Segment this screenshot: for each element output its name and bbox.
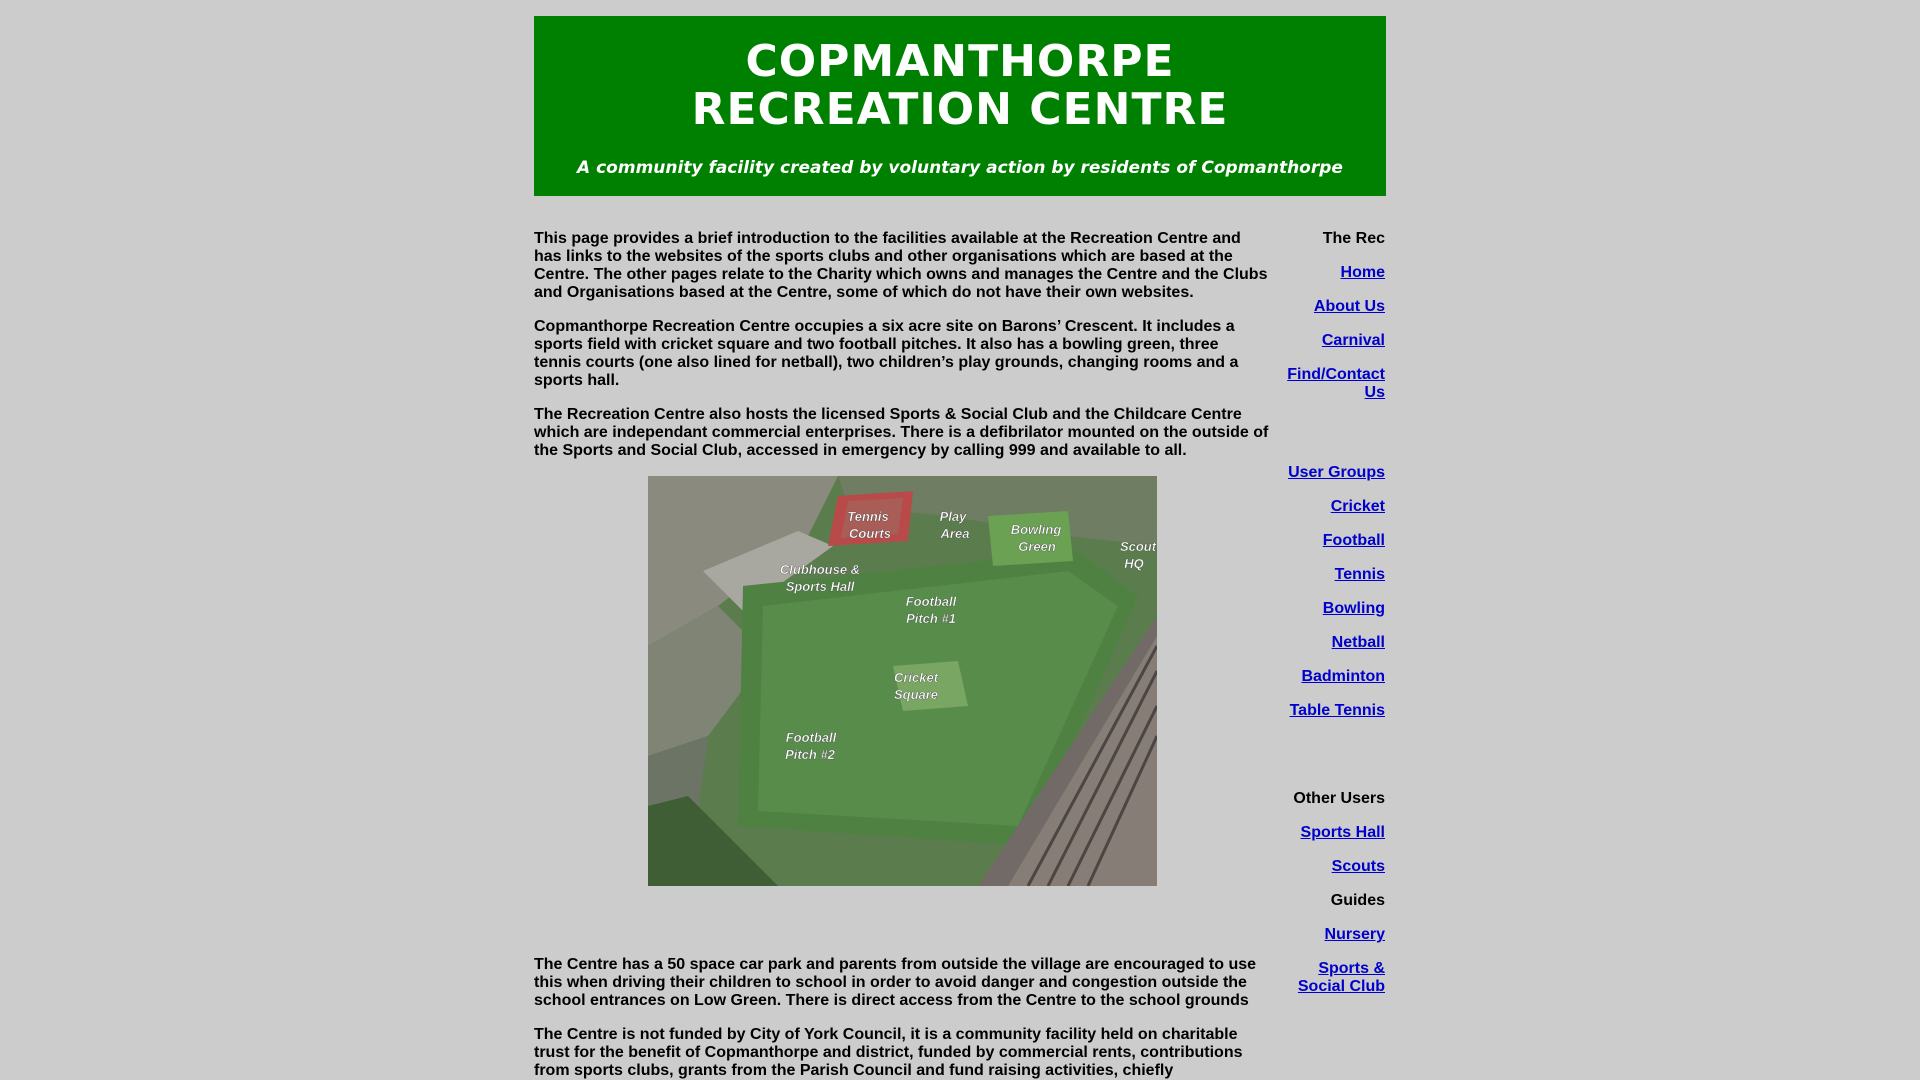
- sidebar-spacer: [1270, 418, 1385, 464]
- sidebar-link-badminton[interactable]: Badminton: [1301, 668, 1385, 685]
- site-title-line1: COPMANTHORPE: [745, 36, 1175, 87]
- map-label-clubhouse-2: Sports Hall: [785, 579, 854, 594]
- sidebar-link-sports-hall[interactable]: Sports Hall: [1300, 824, 1385, 841]
- sidebar-link-nursery[interactable]: Nursery: [1324, 926, 1385, 943]
- map-label-cricket: Cricket: [893, 670, 938, 685]
- sidebar-link-sports-social-club[interactable]: Sports & Social Club: [1297, 960, 1385, 995]
- map-label-tennis: Tennis: [846, 509, 889, 524]
- site-banner: [534, 16, 1386, 196]
- map-label-football1-2: Pitch #1: [905, 611, 956, 626]
- sidebar-heading-other-users: Other Users: [1293, 790, 1385, 807]
- funding-paragraph: The Centre is not funded by City of York Council, it is a community facility held on charitable trust for the benefit of Copmanthorpe and district, funded by commercial rents, contributions from sports clubs, grants from the Parish Council and fund raising activities, chiefly: [534, 1026, 1243, 1079]
- aerial-site-map: [648, 476, 1157, 886]
- sidebar-link-bowling[interactable]: Bowling: [1322, 600, 1385, 617]
- map-label-bowling: Bowling: [1010, 522, 1061, 537]
- sidebar-link-user-groups[interactable]: User Groups: [1288, 464, 1385, 481]
- site-subtitle: A community facility created by voluntary action by residents of Copmanthorpe: [577, 158, 1343, 178]
- sidebar-heading-the-rec: The Rec: [1322, 230, 1385, 247]
- map-label-cricket-2: Square: [893, 687, 938, 702]
- sidebar-link-tennis[interactable]: Tennis: [1334, 566, 1385, 583]
- club-paragraph: The Recreation Centre also hosts the licensed Sports & Social Club and the Childcare Centre which are independant commercial enterprises. There is a defibrilator mounted on the outside of the Sports and Social Club, accessed in emergency by calling 999 and available to all.: [534, 406, 1269, 459]
- sidebar-link-scouts[interactable]: Scouts: [1331, 858, 1385, 875]
- sidebar-link-carnival[interactable]: Carnival: [1321, 332, 1385, 349]
- intro-paragraph: This page provides a brief introduction to the facilities available at the Recreation Centre and has links to the websites of the sports clubs and other organisations which are based at the Centre. The other pages relate to the Charity which owns and manages the Centre and the Clubs and Organisations based at the Centre, some of which do not have their own websites.: [534, 230, 1268, 301]
- sidebar-link-cricket[interactable]: Cricket: [1330, 498, 1385, 515]
- sidebar-link-home[interactable]: Home: [1340, 264, 1385, 281]
- sidebar-link-find-contact[interactable]: Find/Contact Us: [1287, 366, 1385, 401]
- map-label-bowling-2: Green: [1017, 539, 1056, 554]
- map-label-football2-2: Pitch #2: [784, 747, 835, 762]
- map-label-clubhouse: Clubhouse &: [779, 562, 860, 577]
- sidebar-link-table-tennis[interactable]: Table Tennis: [1289, 702, 1385, 719]
- sidebar-label-guides: Guides: [1330, 892, 1385, 909]
- map-label-football1: Football: [905, 594, 956, 609]
- sidebar-spacer-2: [1270, 736, 1385, 790]
- map-label-football2: Football: [785, 730, 836, 745]
- main-content: [534, 230, 1270, 1080]
- map-label-tennis-2: Courts: [848, 526, 891, 541]
- site-title: [534, 38, 1386, 134]
- facilities-paragraph: Copmanthorpe Recreation Centre occupies a six acre site on Barons’ Crescent. It includes a sports field with cricket square and two football pitches. It also has a bowling green, three tennis courts (one also lined for netball), two children’s play grounds, changing rooms and a sports hall.: [534, 318, 1239, 389]
- map-label-play: Play: [939, 509, 966, 524]
- map-label-scout-2: HQ: [1123, 556, 1144, 571]
- map-label-scout: Scout: [1119, 539, 1156, 554]
- sidebar-nav: [1270, 230, 1385, 1012]
- sidebar-link-netball[interactable]: Netball: [1331, 634, 1385, 651]
- map-label-play-2: Area: [940, 526, 969, 541]
- site-title-line2: RECREATION CENTRE: [691, 84, 1229, 135]
- sidebar-link-about-us[interactable]: About Us: [1313, 298, 1385, 315]
- sidebar-link-football[interactable]: Football: [1322, 532, 1385, 549]
- car-park-paragraph: The Centre has a 50 space car park and parents from outside the village are encouraged to use this when driving their children to school in order to avoid danger and congestion outside the school entrances on Low Green. There is direct access from the Centre to the school grounds: [534, 956, 1257, 1009]
